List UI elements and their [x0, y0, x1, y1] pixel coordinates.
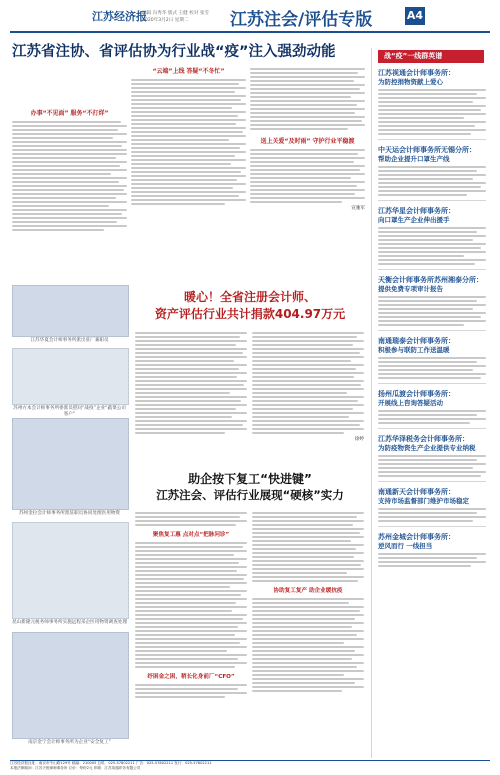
center-column-2a	[135, 330, 247, 460]
sidebar-list	[372, 69, 490, 567]
sidebar-item-title1: 南通瑞泰会计师事务所：	[378, 337, 455, 345]
photo-4	[12, 522, 129, 619]
header-meta2: 2020年3月2日 星期二	[142, 18, 189, 23]
footer-line1: 江苏经济报社址：南京市中山路129号 邮编：210005 总机：025-57802211 广告：025-57802211 发行：025-57802211	[10, 761, 212, 765]
sidebar-item-title2: 提供免费专项审计报告	[378, 285, 443, 293]
sidebar-item	[378, 337, 486, 384]
subhead-5: 协助复工复产 助企业缓抗疫	[273, 588, 343, 594]
photo-3-caption: 苏州金拉会计师事务所派驻职员协同处理医用物资	[18, 511, 121, 516]
sidebar-item-title1: 南通新天会计师事务所：	[378, 488, 455, 496]
photo-5-caption: 南京金宁会计师事务所为企业“安全复工”	[28, 740, 111, 745]
sidebar-item-title2: 为防疫物资生产企业提供专业纳税	[378, 444, 476, 452]
middle-column-1	[131, 66, 246, 266]
lower-column-a	[135, 510, 247, 750]
subhead-3: 送上关爱“及时雨” 守护行业平稳渡	[260, 138, 355, 145]
sidebar-item	[378, 390, 486, 429]
footer-line2: 本报法律顾问：江苏天倪律师事务所 订价：每份2元 印刷：江苏凤凰印务有限公司	[10, 766, 141, 770]
subhead-4: 聚焦复工惠 点对点“把脉问诊”	[152, 532, 230, 538]
headline-3-line1: 助企按下复工“快进键”	[188, 472, 312, 486]
byline-1: 宣驰军	[351, 206, 365, 211]
subhead-2: “云端”上线 答疑“不冬忙”	[152, 68, 225, 75]
sidebar-item-title1: 苏州金城会计师事务所：	[378, 533, 455, 541]
sidebar-title: 战“疫”一线群英谱	[378, 50, 484, 63]
sidebar-item-title1: 江苏华星会计师事务所：	[378, 207, 455, 215]
header-rule	[10, 31, 490, 33]
sidebar-item-title2: 向口罩生产企业伸出援手	[378, 216, 450, 224]
headline-2	[135, 288, 365, 322]
sidebar-item-title1: 扬州瓜渡会计师事务所：	[378, 390, 455, 398]
masthead	[10, 5, 490, 33]
sidebar-item	[378, 276, 486, 331]
subhead-6: 纾困金之困，稍长化身前厂“CFO”	[147, 674, 235, 680]
center-column-2b	[252, 330, 364, 460]
footer	[10, 760, 490, 774]
photo-5	[12, 632, 129, 739]
sidebar	[371, 48, 490, 758]
sidebar-item	[378, 435, 486, 482]
sidebar-item-title1: 中天运会计师事务所无锡分所：	[378, 146, 476, 154]
sidebar-item-title2: 开展线上咨询答疑活动	[378, 399, 443, 407]
headline-2-line1: 暖心！全省注册会计师、	[183, 290, 316, 304]
sidebar-item-title2: 帮助企业提升口罩生产线	[378, 155, 450, 163]
sidebar-item-title2: 为防控捐物资献上爱心	[378, 78, 443, 86]
sidebar-item	[378, 488, 486, 527]
sidebar-item-title2: 支持市场监督部门维护市场稳定	[378, 497, 469, 505]
photo-1	[12, 285, 129, 337]
photo-2-caption: 苏州方本会计师事务所委派员慰问“战疫”企业“蔬菜公司客户”	[13, 406, 126, 417]
main-headline: 江苏省注协、省评估协为行业战“疫”注入强劲动能	[12, 44, 336, 60]
headline-2-line2: 资产评估行业共计捐款404.97万元	[154, 307, 346, 321]
photo-3	[12, 418, 129, 510]
right-column-1	[250, 66, 365, 266]
sidebar-item-title1: 天衡会计师事务所苏州湘泰分所：	[378, 276, 483, 284]
sidebar-item-title1: 江苏视通会计师事务所：	[378, 69, 455, 77]
sidebar-item	[378, 533, 486, 567]
subhead-1: 办事“不见面” 服务“不打烊”	[30, 110, 109, 117]
header-meta1: 编辑 冯秀华 版式 王健 校对 张雪	[142, 11, 210, 16]
byline-2: 徐婷	[354, 437, 364, 442]
sidebar-item	[378, 207, 486, 270]
photo-2	[12, 348, 129, 405]
lower-column-b	[252, 510, 364, 750]
sidebar-item	[378, 146, 486, 201]
paper-name: 江苏经济报	[92, 10, 147, 23]
headline-3	[135, 470, 365, 503]
sidebar-item-title2: 积极参与联防工作送温暖	[378, 346, 450, 354]
headline-3-line2: 江苏注会、评估行业展现“硬核”实力	[156, 488, 344, 502]
sidebar-item-title2: 逆风而行 一线担当	[378, 542, 433, 550]
page-letter: A4	[405, 7, 425, 25]
section-title: 江苏注会/评估专版	[230, 10, 373, 30]
sidebar-item-title1: 江苏华泽税务会计师事务所：	[378, 435, 469, 443]
photo-4-caption: 昆山新隆元税务师事务所实施远程采企医用物资调查处理	[12, 620, 127, 625]
photo-1-caption: 江苏华夏会计师事务所派出驻厂兼职员	[30, 338, 109, 343]
sidebar-item	[378, 69, 486, 140]
